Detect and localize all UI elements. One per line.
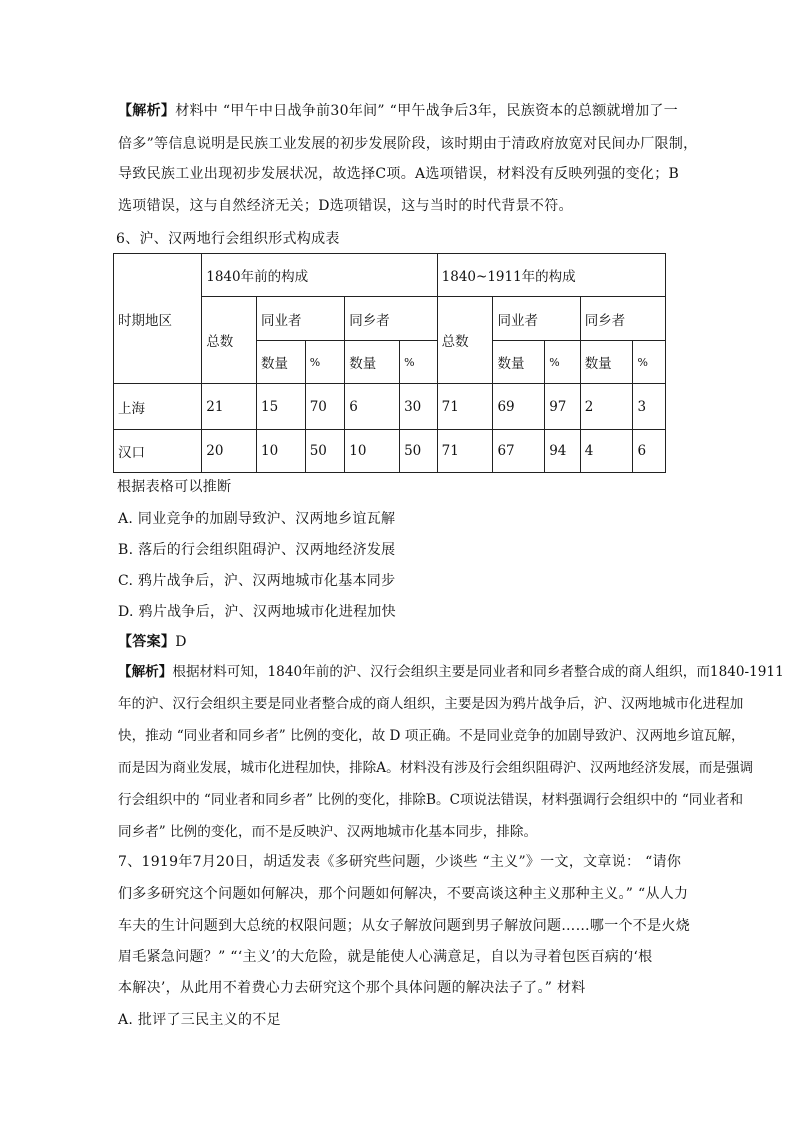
count-header: 数量 xyxy=(580,341,633,384)
q6-option-c: C. 鸦片战争后，沪、汉两地城市化基本同步 xyxy=(118,573,396,589)
q6-title: 6、沪、汉两地行会组织形式构成表 xyxy=(116,231,340,247)
table-cell: 50 xyxy=(305,430,345,473)
table-cell: 21 xyxy=(202,384,257,430)
table-cell: 71 xyxy=(437,384,493,430)
q7-option-a: A. 批评了三民主义的不足 xyxy=(118,1012,281,1028)
percent-header: % xyxy=(305,341,345,384)
table-cell: 10 xyxy=(257,430,306,473)
percent-header: % xyxy=(400,341,438,384)
same-trade-header: 同业者 xyxy=(493,297,580,341)
table-cell: 6 xyxy=(345,384,400,430)
table-cell: 67 xyxy=(493,430,545,473)
same-hometown-header: 同乡者 xyxy=(345,297,437,341)
q5-analysis-line-4: 选项错误，这与自然经济无关；D选项错误，这与当时的时代背景不符。 xyxy=(118,198,573,214)
table-row xyxy=(114,384,666,430)
q7-line-2: 们多多研究这个问题如何解决，那个问题如何解决，不要高谈这种主义那种主义。” “从人力 xyxy=(118,886,689,902)
table-header-row-1 xyxy=(114,254,666,297)
region-cell: 汉口 xyxy=(114,430,202,473)
table-cell: 97 xyxy=(545,384,581,430)
q5-analysis-line-3: 导致民族工业出现初步发展状况，故选择C项。A选项错误，材料没有反映列强的变化；B xyxy=(118,166,680,182)
table-cell: 70 xyxy=(305,384,345,430)
q5-analysis-line-1: 【解析】材料中 “甲午中日战争前30年间” “甲午战争后3年，民族资本的总额就增加了一 xyxy=(118,103,678,119)
q5-analysis-line-2: 倍多”等信息说明是民族工业发展的初步发展阶段，该时期由于清政府放宽对民间办厂限制， xyxy=(118,136,698,152)
count-header: 数量 xyxy=(345,341,400,384)
table-cell: 6 xyxy=(633,430,666,473)
q7-line-5: 本解决’，从此用不着费心力去研究这个那个具体问题的解决法子了。” 材料 xyxy=(118,980,586,996)
q6-analysis-line-5: 行会组织中的 “同业者和同乡者” 比例的变化，排除B。C项说法错误，材料强调行会组织中的 “同业者和 xyxy=(118,792,744,808)
percent-header: % xyxy=(633,341,666,384)
total-header: 总数 xyxy=(202,297,257,384)
analysis-label: 【解析】 xyxy=(118,103,176,119)
q6-analysis-line-6: 同乡者” 比例的变化，而不是反映沪、汉两地城市化基本同步，排除。 xyxy=(118,824,538,840)
table-cell: 30 xyxy=(400,384,438,430)
percent-header: % xyxy=(545,341,581,384)
composition-table xyxy=(113,253,666,473)
q6-analysis-line-4: 而是因为商业发展，城市化进程加快，排除A。材料没有涉及行会组织阻碍沪、汉两地经济发展，而是强调 xyxy=(118,760,754,776)
total-header: 总数 xyxy=(437,297,493,384)
table-cell: 3 xyxy=(633,384,666,430)
table-cell: 15 xyxy=(257,384,306,430)
table-cell: 10 xyxy=(345,430,400,473)
count-header: 数量 xyxy=(257,341,306,384)
period1-header: 1840年前的构成 xyxy=(202,254,437,297)
q6-answer xyxy=(118,632,678,652)
q6-analysis-line-2: 年的沪、汉行会组织主要是同业者整合成的商人组织，主要是因为鸦片战争后，沪、汉两地城市化进程加 xyxy=(118,696,744,712)
table-cell: 2 xyxy=(580,384,633,430)
table-cell: 94 xyxy=(545,430,581,473)
table-cell: 20 xyxy=(202,430,257,473)
answer-label: 【答案】 xyxy=(118,634,176,650)
table-row xyxy=(114,430,666,473)
table-cell: 69 xyxy=(493,384,545,430)
answer-value: D xyxy=(175,634,187,650)
q6-option-b: B. 落后的行会组织阻碍沪、汉两地经济发展 xyxy=(118,542,396,558)
q6-option-a: A. 同业竞争的加剧导致沪、汉两地乡谊瓦解 xyxy=(118,511,396,527)
q6-analysis-line-1: 【解析】根据材料可知，1840年前的沪、汉行会组织主要是同业者和同乡者整合成的商人组织，而1840-1911 xyxy=(118,664,784,680)
period2-header: 1840~1911年的构成 xyxy=(437,254,665,297)
same-trade-header: 同业者 xyxy=(257,297,345,341)
q7-line-4: 眉毛紧急问题？” “‘主义’的大危险，就是能使人心满意足，自以为寻着包医百病的‘根 xyxy=(118,949,653,965)
q7-line-3: 车夫的生计问题到大总统的权限问题；从女子解放问题到男子解放问题……哪一个不是火烧 xyxy=(118,918,690,934)
q6-analysis-line-3: 快，推动 “同业者和同乡者” 比例的变化，故 D 项正确。不是同业竞争的加剧导致沪、汉两地乡谊瓦解， xyxy=(118,728,745,744)
same-hometown-header: 同乡者 xyxy=(580,297,665,341)
region-cell: 上海 xyxy=(114,384,202,430)
q6-stem: 根据表格可以推断 xyxy=(117,479,232,495)
table-cell: 4 xyxy=(580,430,633,473)
table-cell: 50 xyxy=(400,430,438,473)
q6-option-d: D. 鸦片战争后，沪、汉两地城市化进程加快 xyxy=(118,604,396,620)
analysis-label: 【解析】 xyxy=(118,664,173,680)
count-header: 数量 xyxy=(493,341,545,384)
q7-line-1: 7、1919年7月20日，胡适发表《多研究些问题，少谈些 “主义”》一文，文章说： “请你 xyxy=(118,854,682,870)
table-cell: 71 xyxy=(437,430,493,473)
row-header-cell: 时期地区 xyxy=(114,254,202,384)
